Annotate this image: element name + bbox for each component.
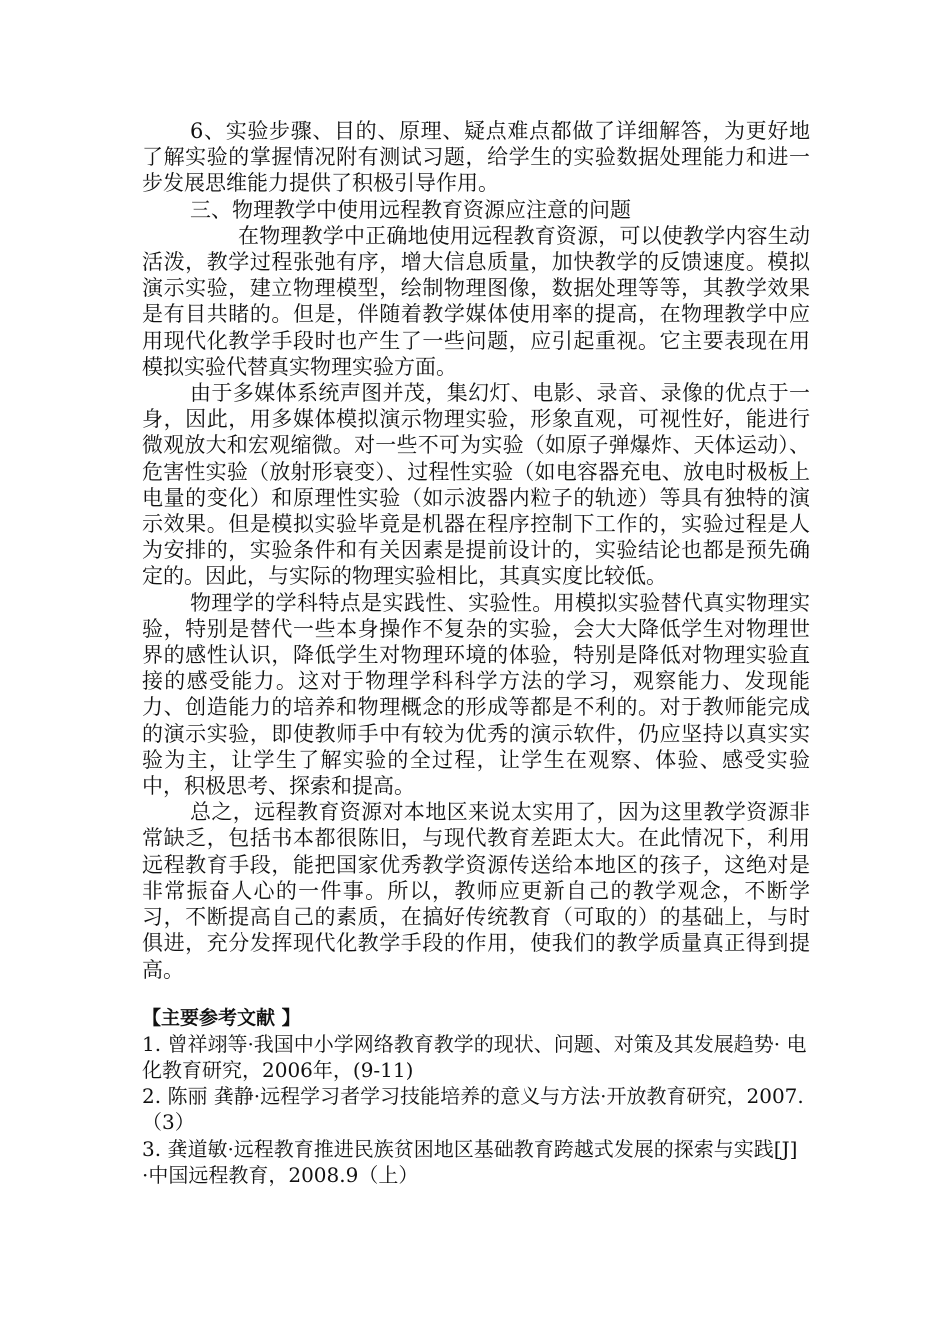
paragraph-conclusion: 总之，远程教育资源对本地区来说太实用了，因为这里教学资源非常缺乏，包括书本都很陈旧，与现代教育差距太大。在此情况下，利用远程教育手段，能把国家优秀教学资源传送给本地区的孩子，这绝对是非常振奋人心的一件事。所以，教师应更新自己的教学观念，不断学习，不断提高自己的素质，在搞好传统教育（可取的）的基础上，与时俱进，充分发挥现代化教学手段的作用，使我们的教学质量真正得到提高。 <box>142 800 810 982</box>
paragraph-multimedia: 由于多媒体系统声图并茂，集幻灯、电影、录音、录像的优点于一身，因此，用多媒体模拟演示物理实验，形象直观，可视性好，能进行微观放大和宏观缩微。对一些不可为实验（如原子弹爆炸、天体运动）、危害性实验（放射形衰变）、过程性实验（如电容器充电、放电时极板上电量的变化）和原理性实验（如示波器内粒子的轨迹）等具有独特的演示效果。但是模拟实验毕竟是机器在程序控制下工作的，实验过程是人为安排的，实验条件和有关因素是提前设计的，实验结论也都是预先确定的。因此，与实际的物理实验相比，其真实度比较低。 <box>142 381 810 589</box>
document-page <box>142 118 810 1188</box>
reference-item: 1. 曾祥翊等·我国中小学网络教育教学的现状、问题、对策及其发展趋势· 电化教育研究，2006年，(9-11) <box>142 1031 807 1082</box>
paragraph-point-6: 6、实验步骤、目的、原理、疑点难点都做了详细解答，为更好地了解实验的掌握情况附有测试习题，给学生的实验数据处理能力和进一步发展思维能力提供了积极引导作用。 <box>142 119 810 196</box>
reference-item: 2. 陈丽 龚静·远程学习者学习技能培养的意义与方法·开放教育研究，2007.（3） <box>142 1084 804 1135</box>
references-title: 【主要参考文献 】 <box>142 1006 301 1029</box>
reference-item: 3. 龚道敏·远程教育推进民族贫困地区基础教育跨越式发展的探索与实践[J] ·中国远程教育，2008.9（上） <box>142 1136 798 1187</box>
section-heading-3: 三、物理教学中使用远程教育资源应注意的问题 <box>190 197 631 222</box>
paragraph-intro: 在物理教学中正确地使用远程教育资源，可以使教学内容生动活泼，教学过程张弛有序，增大信息质量，加快教学的反馈速度。模拟演示实验，建立物理模型，绘制物理图像，数据处理等等，其教学效果是有目共睹的。但是，伴随着教学媒体使用率的提高，在物理教学中应用现代化教学手段时也产生了一些问题，应引起重视。它主要表现在用模拟实验代替真实物理实验方面。 <box>142 223 810 379</box>
paragraph-physics-features: 物理学的学科特点是实践性、实验性。用模拟实验替代真实物理实验，特别是替代一些本身操作不复杂的实验，会大大降低学生对物理世界的感性认识，降低学生对物理环境的体验，特别是降低对物理实验直接的感受能力。这对于物理学科科学方法的学习，观察能力、发现能力、创造能力的培养和物理概念的形成等都是不利的。对于教师能完成的演示实验，即使教师手中有较为优秀的演示软件，仍应坚持以真实实验为主，让学生了解实验的全过程，让学生在观察、体验、感受实验中，积极思考、探索和提高。 <box>142 590 810 799</box>
references-list <box>142 1031 810 1188</box>
